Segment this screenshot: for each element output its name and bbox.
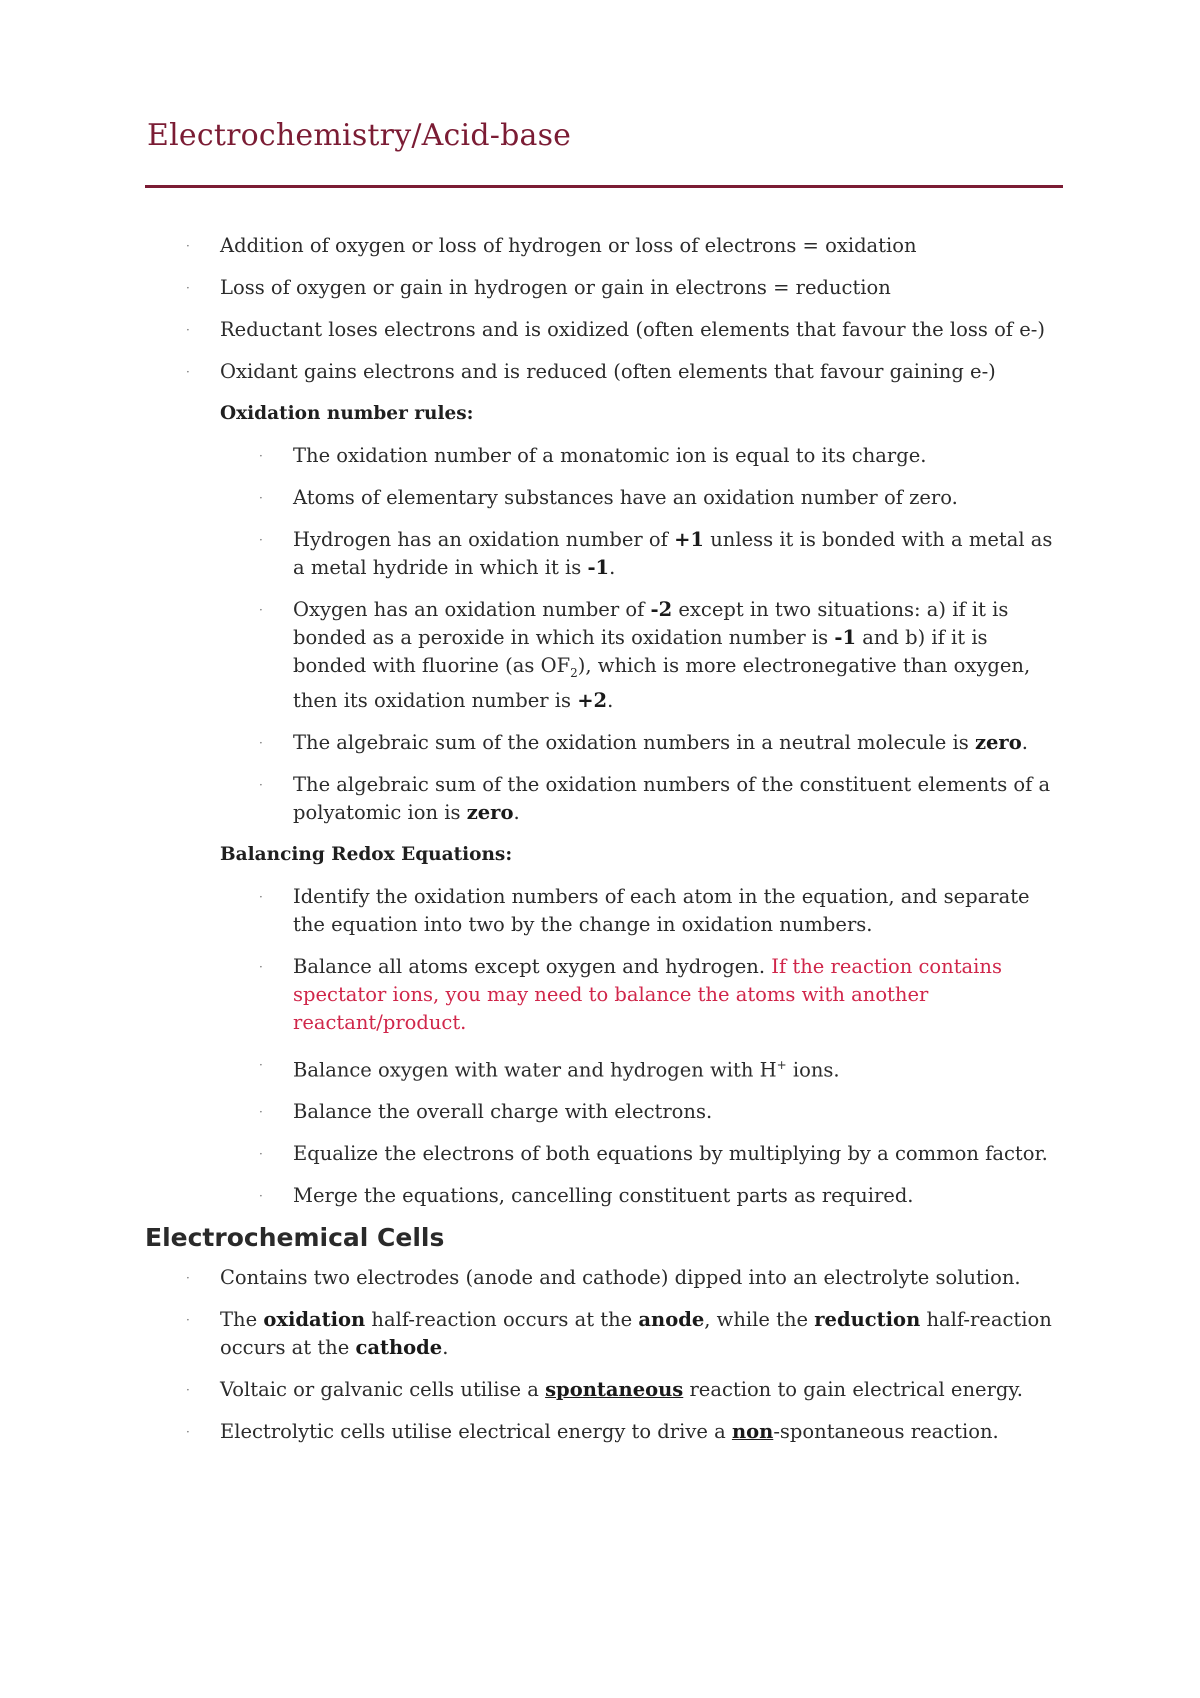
list-item: · Electrolytic cells utilise electrical energy to drive a non-spontaneous reaction.: [220, 1418, 1060, 1446]
list-item: · Balance oxygen with water and hydrogen with H+ ions.: [293, 1051, 1063, 1085]
list-item: · The oxidation half-reaction occurs at the anode, while the reduction half-reaction occurs at the cathode.: [186, 1308, 1052, 1360]
bullet-icon: ·: [186, 281, 190, 295]
list-item: · Addition of oxygen or loss of hydrogen or loss of electrons = oxidation: [220, 232, 1060, 260]
list-item: · The oxidation number of a monatomic ion is equal to its charge.: [293, 442, 1063, 470]
list-item: · Contains two electrodes (anode and cathode) dipped into an electrolyte solution.: [220, 1264, 1060, 1292]
bullet-icon: ·: [259, 1105, 263, 1120]
list-item: · Equalize the electrons of both equations by multiplying by a common factor.: [293, 1140, 1063, 1168]
list-item: · Oxidant gains electrons and is reduced (often elements that favour gaining e-): [220, 358, 1060, 386]
balancing-redox-heading: Balancing Redox Equations:: [220, 843, 513, 865]
bullet-icon: ·: [186, 323, 190, 337]
bullet-icon: ·: [259, 735, 263, 750]
bullet-icon: ·: [186, 365, 190, 379]
bullet-icon: ·: [259, 959, 263, 974]
oxidation-rules-list: [0, 442, 1200, 827]
list-item: · Reductant loses electrons and is oxidized (often elements that favour the loss of e-): [220, 316, 1060, 344]
title-divider: [145, 185, 1063, 188]
list-item: · The algebraic sum of the oxidation numbers of the constituent elements of a polyatomic ion is zero.: [259, 772, 1051, 824]
bullet-icon: ·: [259, 1147, 263, 1162]
bullet-icon: ·: [186, 1425, 190, 1440]
bullet-icon: ·: [259, 1057, 263, 1072]
page-title: Electrochemistry/Acid-base: [147, 118, 572, 153]
bullet-icon: ·: [259, 1189, 263, 1204]
balancing-steps-list: [0, 883, 1200, 1211]
list-item: · Merge the equations, cancelling constituent parts as required.: [293, 1182, 1063, 1210]
list-item: · Hydrogen has an oxidation number of +1 unless it is bonded with a metal as a metal hydride in which it is -1.: [259, 528, 1053, 579]
bullet-icon: ·: [186, 1271, 190, 1286]
list-item: · Voltaic or galvanic cells utilise a spontaneous reaction to gain electrical energy.: [220, 1376, 1060, 1404]
bullet-icon: ·: [186, 1383, 190, 1398]
list-item: · Oxygen has an oxidation number of -2 except in two situations: a) if it is bonded as a peroxide in which its oxidation number is -1 and b) if it is bonded with fluorine (as $OF_2$), which is more electronegative than oxygen, then its oxidation number is +2.: [259, 598, 1031, 712]
bullet-icon: ·: [186, 239, 190, 253]
bullet-icon: ·: [259, 889, 263, 904]
document-body: [0, 232, 1200, 1460]
oxidation-rules-heading: Oxidation number rules:: [220, 403, 474, 424]
list-item: · Balance the overall charge with electrons.: [293, 1098, 1063, 1126]
list-item: · The algebraic sum of the oxidation numbers in a neutral molecule is zero.: [293, 729, 1063, 757]
bullet-icon: ·: [259, 533, 263, 547]
highlighted-note: If the reaction contains spectator ions, you may need to balance the atoms with another reactant/product.: [293, 954, 1002, 1034]
list-item: · Atoms of elementary substances have an oxidation number of zero.: [293, 484, 1063, 512]
list-item: · Balance all atoms except oxygen and hydrogen. If the reaction contains spectator ions, you may need to balance the atoms with another reactant/product.: [259, 954, 1002, 1034]
bullet-icon: ·: [259, 491, 263, 505]
bullet-icon: ·: [259, 603, 263, 617]
bullet-icon: ·: [186, 1313, 190, 1328]
bullet-icon: ·: [259, 777, 263, 792]
list-item: · Identify the oxidation numbers of each atom in the equation, and separate the equation into two by the change in oxidation numbers.: [259, 884, 1030, 936]
bullet-icon: ·: [259, 449, 263, 463]
intro-list: [0, 232, 1200, 386]
electrochemical-cells-heading: Electrochemical Cells: [145, 1223, 445, 1253]
list-item: · Loss of oxygen or gain in hydrogen or gain in electrons = reduction: [220, 274, 1060, 302]
cells-list: [0, 1264, 1200, 1446]
